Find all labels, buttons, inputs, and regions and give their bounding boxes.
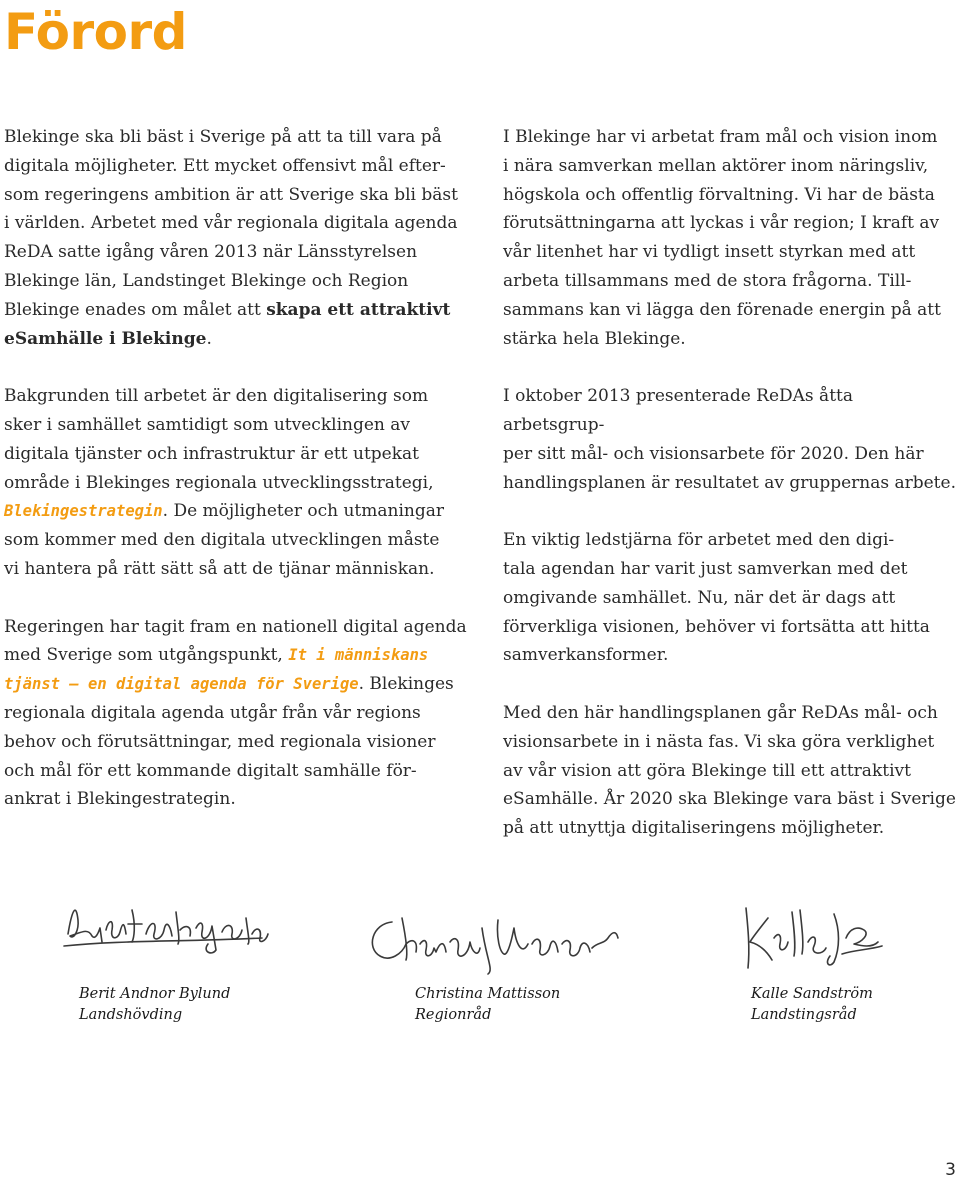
paragraph <box>4 613 474 815</box>
paragraph-text: . Blekinges regionala digitala agenda utgår från vår regions behov och förutsättningar, med regionala visioner och mål för ett kommande digitalt samhälle för- ankrat i Blekingestrategin. <box>4 674 454 810</box>
signatory-role: Regionråd <box>415 1007 492 1023</box>
signatory-3 <box>751 984 873 1026</box>
bold-phrase: skapa ett attraktivt eSamhälle i Blekinge <box>4 299 451 349</box>
signature-image-1 <box>62 890 272 960</box>
paragraph <box>4 123 474 353</box>
paragraph-text: Bakgrunden till arbetet är den digitalisering som sker i samhället samtidigt som utvecklingen av digitala tjänster och infrastruktur är ett utpekat område i Blekinges regionala utvecklingsstrategi, <box>4 386 434 493</box>
left-column <box>4 123 474 843</box>
paragraph: I Blekinge har vi arbetat fram mål och vision inom i nära samverkan mellan aktörer inom näringsliv, högskola och offentlig förvaltning. Vi har de bästa förutsättningarna att lyckas i vår region; I kraft av vår litenhet har vi tydligt insett styrkan med att arbeta tillsammans med de stora frågorna. Till- sammans kan vi lägga den förenade energin på att stärka hela Blekinge. <box>503 127 941 349</box>
signature-image-3 <box>738 898 888 978</box>
paragraph-text: Blekinge ska bli bäst i Sverige på att ta till vara på digitala möjligheter. Ett mycket offensivt mål efter- som regeringens ambition är att Sverige ska bli bäst i världen. Arbetet med vår regionala digitala agenda ReDA satte igång våren 2013 när Länsstyrelsen Blekinge län, Landstinget Blekinge och Region Blekinge enades om målet att <box>4 127 458 320</box>
document-reference: It i människans tjänst – en digital agenda för Sverige <box>4 646 429 694</box>
paragraph-text: . <box>206 328 212 349</box>
page-title: Förord <box>4 3 187 61</box>
right-column <box>503 123 959 872</box>
signatory-2 <box>415 984 560 1026</box>
signatory-role: Landshövding <box>79 1007 183 1023</box>
signatory-name: Kalle Sandström <box>751 986 873 1002</box>
paragraph: Med den här handlingsplanen går ReDAs mål- och visionsarbete in i nästa fas. Vi ska göra verklighet av vår vision att göra Blekinge till ett attraktivt eSamhälle. År 2020 ska Blekinge vara bäst i Sverige på att utnyttja digitaliseringens möjligheter. <box>503 702 956 839</box>
paragraph: En viktig ledstjärna för arbetet med den digi- tala agendan har varit just samverkan med det omgivande samhället. Nu, när det är dags att förverkliga visionen, behöver vi fortsätta att hitta samverkansformer. <box>503 530 930 666</box>
paragraph: I oktober 2013 presenterade ReDAs åtta arbetsgrup- per sitt mål- och visionsarbete för 2020. Den här handlingsplanen är resultatet av gruppernas arbete. <box>503 386 956 493</box>
signatory-name: Berit Andnor Bylund <box>79 986 231 1002</box>
paragraph-text: . De möjligheter och utmaningar som kommer med den digitala utvecklingen måste vi hantera på rätt sätt så att de tjänar människan. <box>4 501 444 579</box>
paragraph-text: Regeringen har tagit fram en nationell digital agenda med Sverige som utgångspunkt, <box>4 616 467 666</box>
paragraph <box>4 382 474 584</box>
signature-image-2 <box>362 908 622 978</box>
signatory-1 <box>79 984 230 1026</box>
document-reference: Blekingestrategin <box>4 502 163 521</box>
page-number: 3 <box>945 1160 956 1180</box>
signatory-name: Christina Mattisson <box>415 986 561 1002</box>
signatory-role: Landstingsråd <box>751 1007 857 1023</box>
